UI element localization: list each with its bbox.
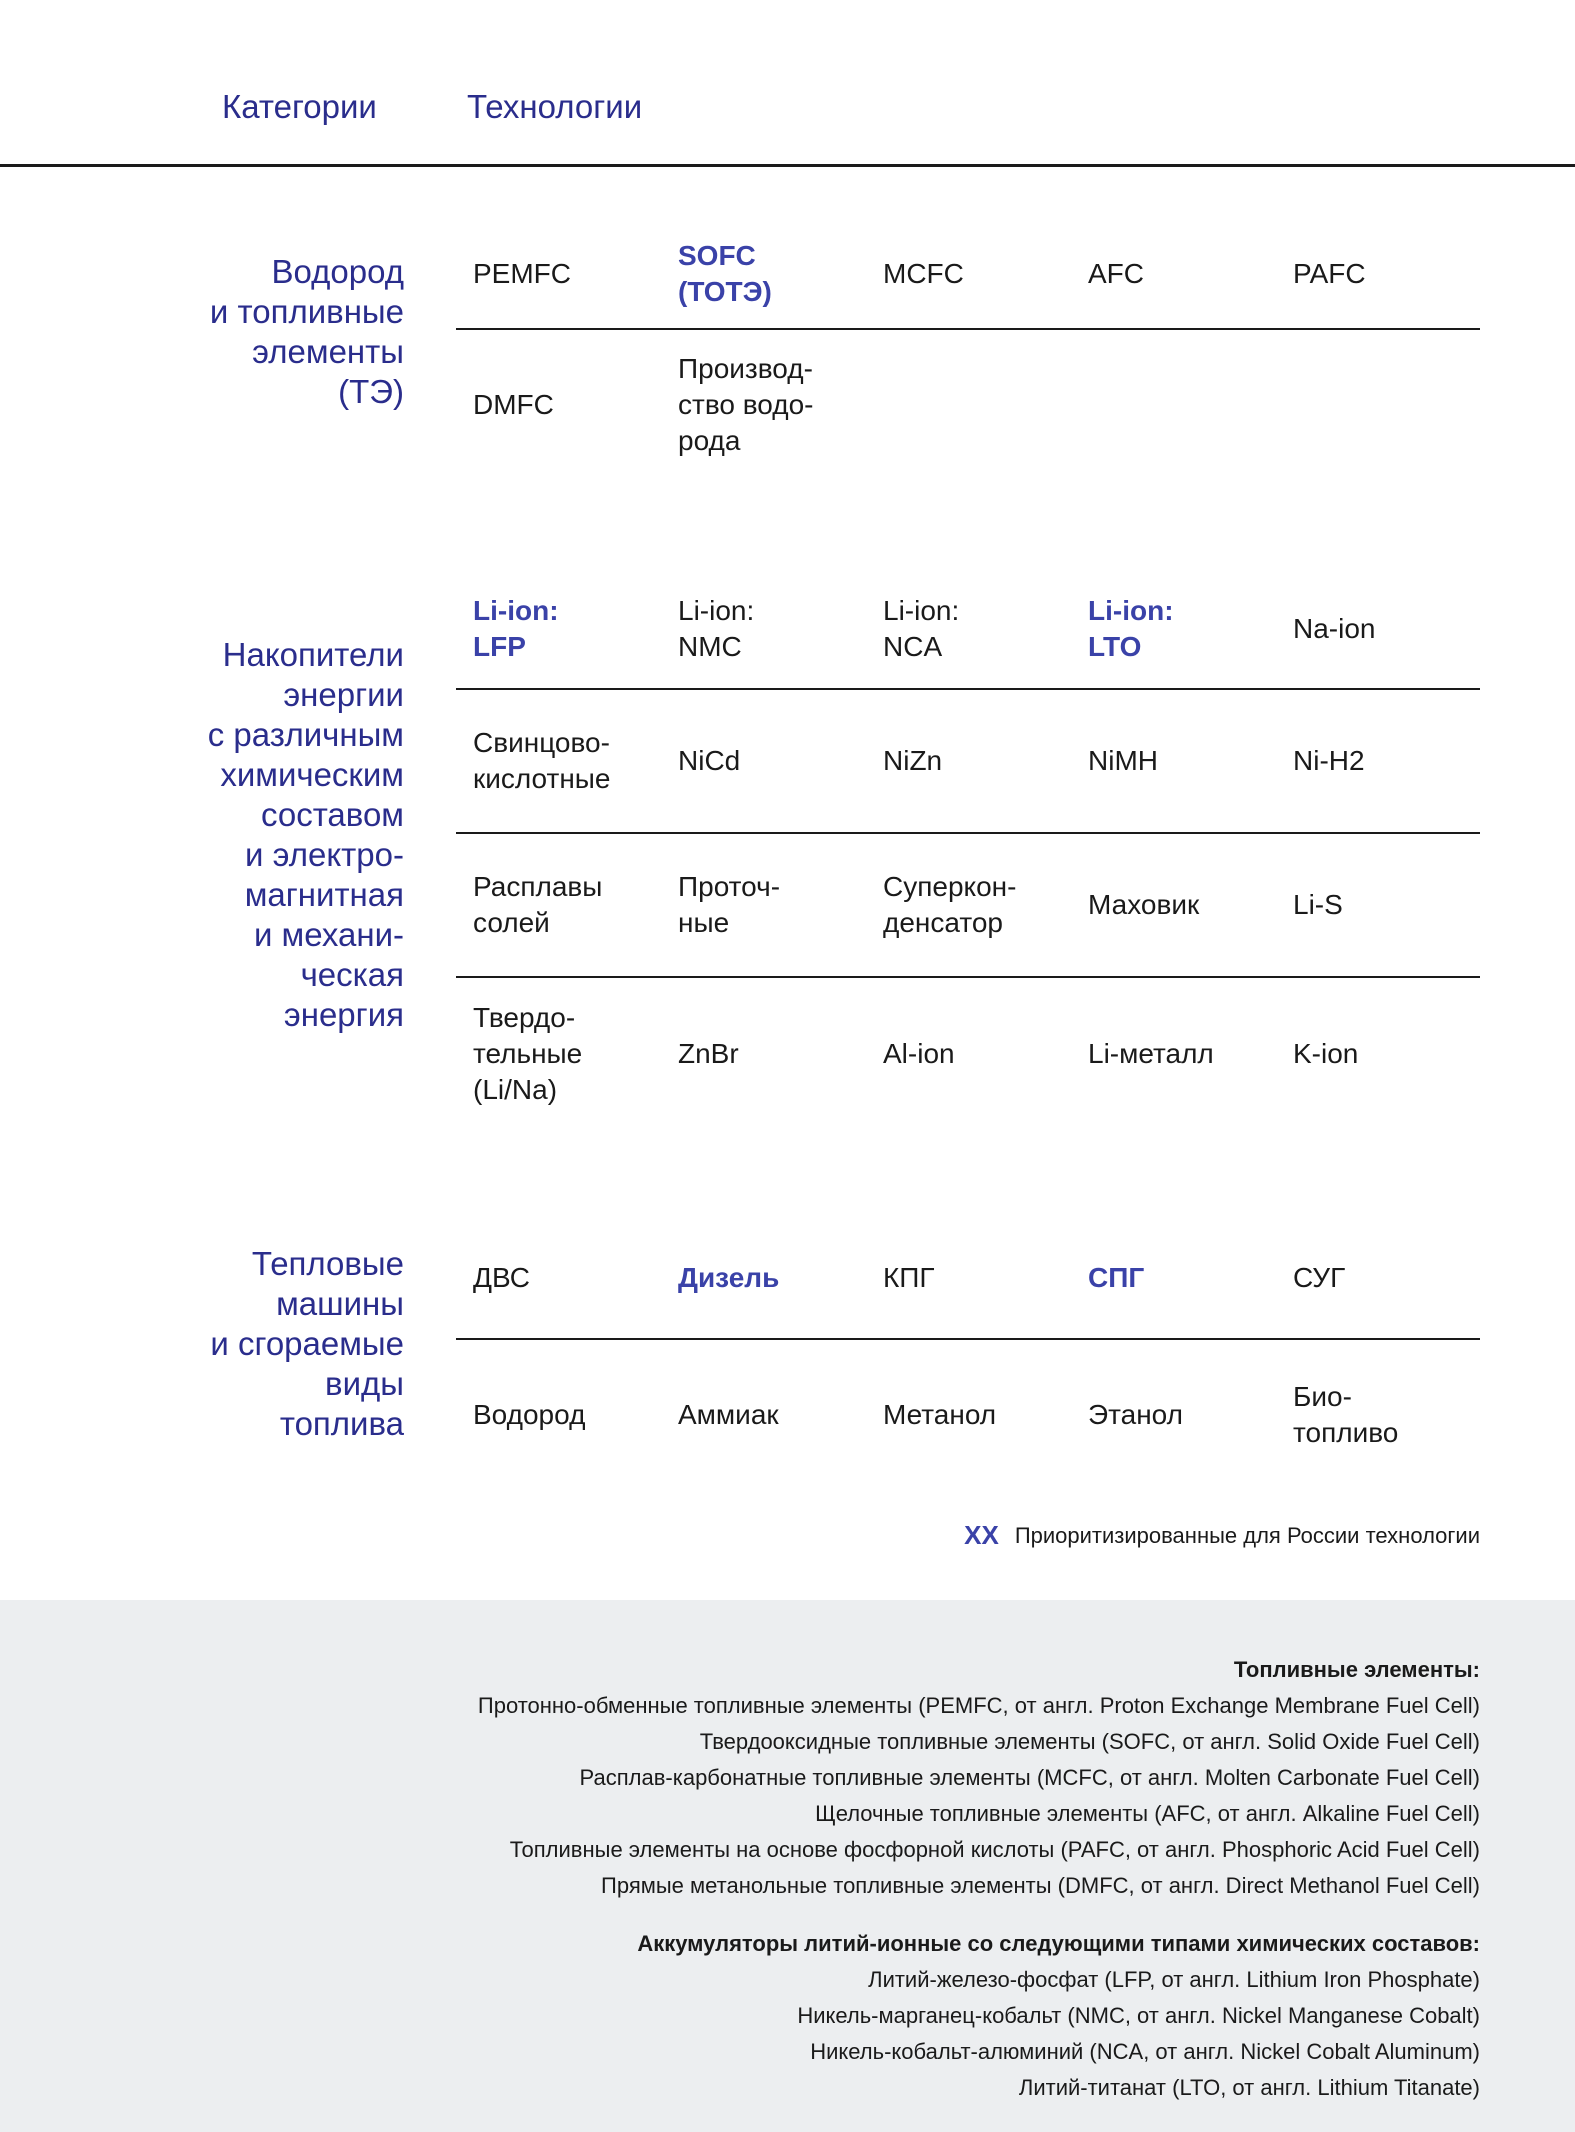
glossary-li-ion: [637, 1926, 1480, 2106]
tech-cell: MCFC: [883, 258, 964, 289]
glossary-item: Прямые метанольные топливные элементы (DMFC, от англ. Direct Methanol Fuel Cell): [601, 1873, 1480, 1898]
tech-cell: Аммиак: [678, 1399, 779, 1430]
tech-cell: Этанол: [1088, 1399, 1183, 1430]
glossary-item: Щелочные топливные элементы (AFC, от англ. Alkaline Fuel Cell): [815, 1801, 1480, 1826]
tech-cell: СУГ: [1293, 1262, 1346, 1293]
glossary-item: Топливные элементы на основе фосфорной кислоты (PAFC, от англ. Phosphoric Acid Fuel Cell): [509, 1837, 1480, 1862]
glossary-item: Литий-железо-фосфат (LFP, от англ. Lithium Iron Phosphate): [868, 1967, 1480, 1992]
tech-cell: ДВС: [473, 1262, 530, 1293]
tech-cell-priority: СПГ: [1088, 1262, 1145, 1293]
tech-cell: КПГ: [883, 1262, 935, 1293]
tech-cell: Ni-H2: [1293, 745, 1365, 776]
tech-row: [456, 690, 1480, 834]
tech-cell: Производ- ство водо- рода: [678, 353, 814, 456]
tech-cell-priority: Li-ion: LFP: [473, 595, 559, 662]
glossary-item: Протонно-обменные топливные элементы (PEMFC, от англ. Proton Exchange Membrane Fuel Cell): [477, 1693, 1480, 1718]
tech-cell: NiZn: [883, 745, 943, 776]
glossary-item: Никель-кобальт-алюминий (NCA, от англ. Nickel Cobalt Aluminum): [810, 2039, 1480, 2064]
tech-row: [456, 1340, 1480, 1490]
glossary-item: Твердооксидные топливные элементы (SOFC, от англ. Solid Oxide Fuel Cell): [699, 1729, 1480, 1754]
tech-cell: Li-металл: [1088, 1038, 1214, 1069]
tech-cell: DMFC: [473, 389, 554, 420]
tech-row: [456, 570, 1480, 690]
tech-cell: ZnBr: [678, 1038, 739, 1069]
tech-cell: PAFC: [1293, 258, 1366, 289]
column-header-technologies: Технологии: [467, 88, 643, 125]
priority-legend-text: Приоритизированные для России технологии: [1014, 1522, 1480, 1548]
tech-grid: [456, 570, 1480, 1130]
priority-legend: [964, 1520, 1480, 1551]
section-label: Водород и топливные элементы (ТЭ): [209, 253, 404, 410]
tech-cell: Li-ion: NCA: [883, 595, 960, 662]
tech-cell-priority: Дизель: [678, 1262, 780, 1293]
glossary-item: Литий-титанат (LTO, от англ. Lithium Titanate): [1018, 2075, 1480, 2100]
tech-cell: NiCd: [678, 745, 741, 776]
tech-row: [456, 1218, 1480, 1340]
table-header: [0, 0, 1575, 167]
tech-cell: Твердо- тельные (Li/Na): [473, 1002, 583, 1105]
glossary-panel: [0, 1600, 1575, 2132]
glossary-item: Никель-марганец-кобальт (NMC, от англ. Nickel Manganese Cobalt): [797, 2003, 1480, 2028]
tech-cell: Био- топливо: [1293, 1381, 1399, 1448]
tech-cell: Метанол: [883, 1399, 997, 1430]
glossary-heading: Топливные элементы:: [1233, 1657, 1480, 1682]
column-header-categories: Категории: [222, 88, 377, 125]
tech-cell: Li-S: [1293, 889, 1343, 920]
tech-cell: Na-ion: [1293, 613, 1376, 644]
tech-row: [456, 834, 1480, 978]
tech-cell: Проточ- ные: [678, 871, 781, 938]
tech-cell: Al-ion: [883, 1038, 955, 1069]
tech-cell: PEMFC: [473, 258, 571, 289]
tech-cell: NiMH: [1088, 745, 1158, 776]
priority-legend-mark: XX: [964, 1520, 999, 1550]
tech-cell: Расплавы солей: [473, 871, 603, 938]
tech-cell: Маховик: [1088, 889, 1200, 920]
tech-cell-priority: Li-ion: LTO: [1088, 595, 1174, 662]
tech-grid: [456, 220, 1480, 480]
glossary-item: Расплав-карбонатные топливные элементы (MCFC, от англ. Molten Carbonate Fuel Cell): [579, 1765, 1480, 1790]
tech-row: [456, 220, 1480, 330]
tech-cell: Суперкон- денсатор: [883, 871, 1017, 938]
tech-row: [456, 978, 1480, 1130]
tech-cell: Свинцово- кислотные: [473, 727, 611, 794]
tech-cell: Li-ion: NMC: [678, 595, 755, 662]
tech-cell: AFC: [1088, 258, 1144, 289]
tech-row: [456, 330, 1480, 480]
glossary-heading: Аккумуляторы литий-ионные со следующими типами химических составов:: [637, 1931, 1480, 1956]
section-label: Тепловые машины и сгораемые виды топлива: [210, 1245, 404, 1442]
glossary-fuel-cells: [478, 1652, 1480, 1904]
tech-cell: K-ion: [1293, 1038, 1359, 1069]
tech-cell-priority: SOFC (ТОТЭ): [678, 240, 772, 307]
section-label: Накопители энергии с различным химическим составом и электро- магнитная и механи- ческая энергия: [207, 636, 404, 1033]
tech-cell: Водород: [473, 1399, 586, 1430]
tech-grid: [456, 1218, 1480, 1490]
